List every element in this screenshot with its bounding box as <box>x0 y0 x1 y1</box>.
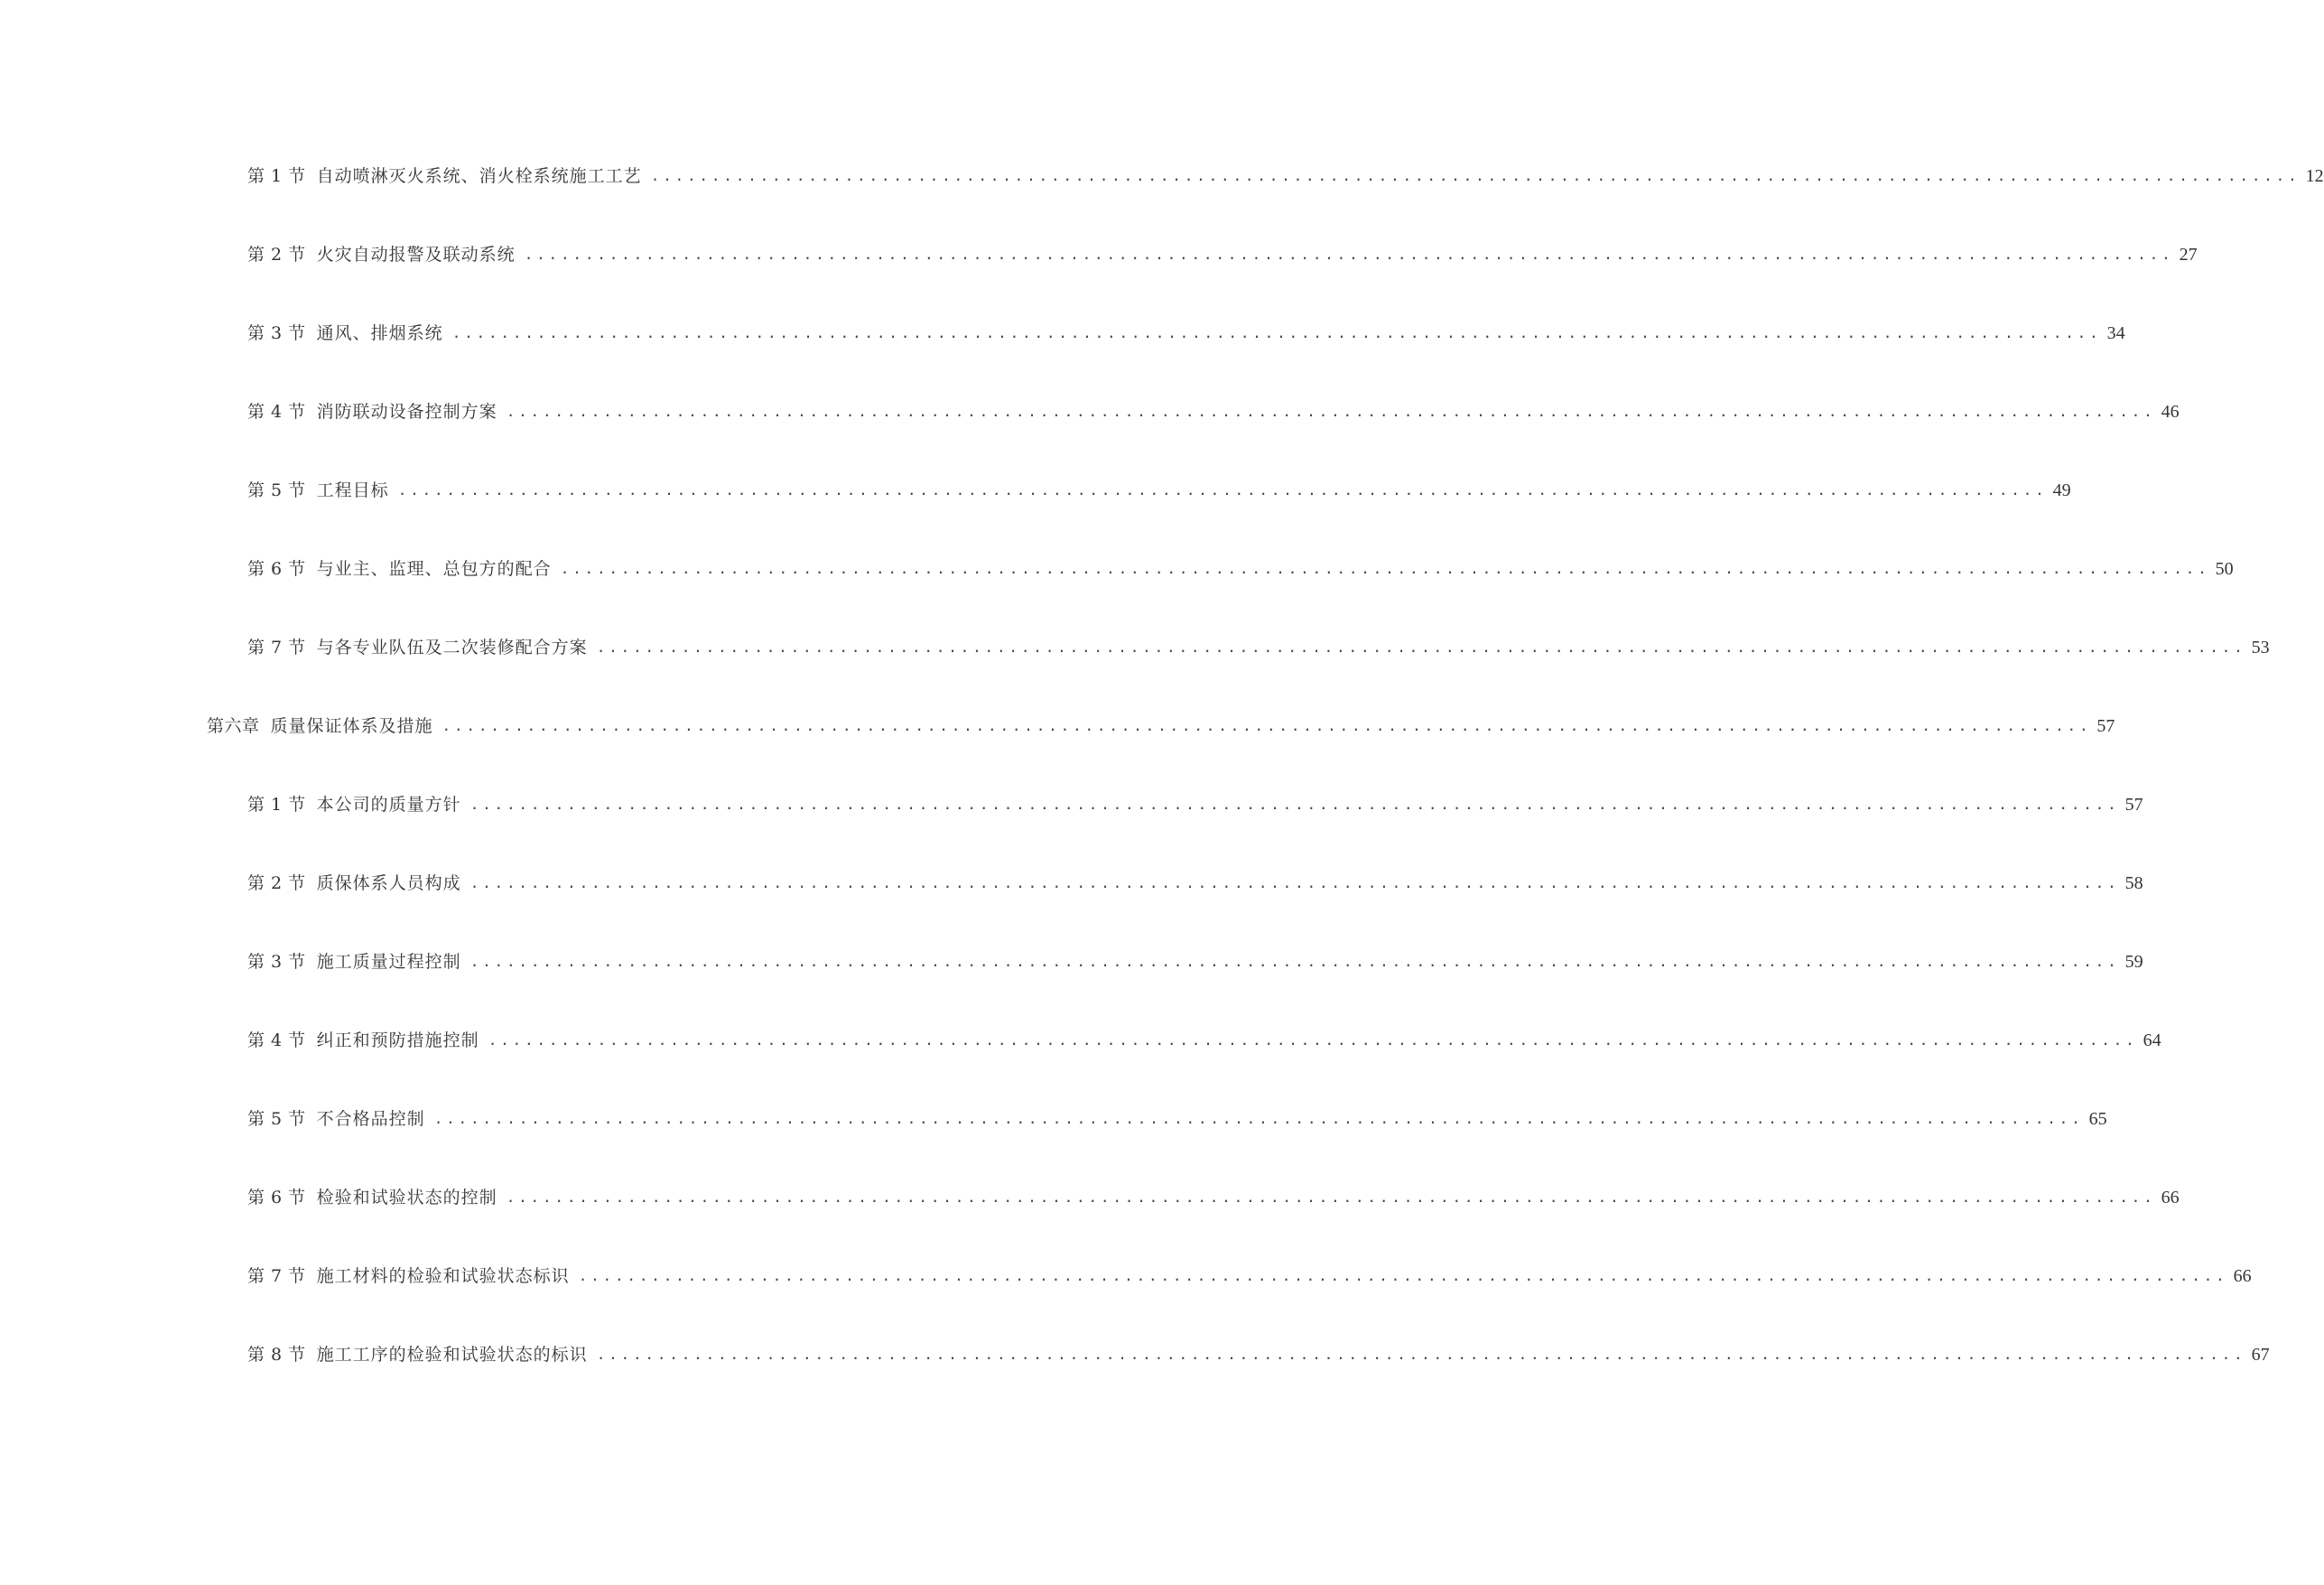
dot-leader: ........................................................................................................................................ <box>506 1189 2156 1206</box>
toc-entry[interactable] <box>247 788 2143 815</box>
toc-entry[interactable] <box>247 1259 2252 1286</box>
toc-entry-title: 纠正和预防措施控制 <box>316 1030 479 1050</box>
dot-leader: ........................................................................................................................................ <box>451 324 2102 341</box>
dot-leader: ........................................................................................................................................ <box>469 874 2120 891</box>
toc-entry-title: 施工质量过程控制 <box>316 952 461 972</box>
toc-entry[interactable] <box>247 159 2324 186</box>
toc-entry-page-number: 49 <box>2052 480 2071 500</box>
toc-entry[interactable] <box>247 866 2143 893</box>
toc-entry-number: 第 3 节 <box>247 952 306 972</box>
toc-entry-number: 第 1 节 <box>247 795 306 815</box>
toc-entry-number: 第 1 节 <box>247 166 306 186</box>
toc-entry-number: 第 7 节 <box>247 1266 306 1286</box>
toc-entry-number: 第 2 节 <box>247 245 306 265</box>
dot-leader: ........................................................................................................................................ <box>524 246 2174 263</box>
toc-entry-title: 与各专业队伍及二次装修配合方案 <box>316 638 588 657</box>
toc-entry-number: 第 7 节 <box>247 638 306 657</box>
toc-entry-number: 第 5 节 <box>247 1109 306 1129</box>
dot-leader: ........................................................................................................................................ <box>488 1031 2138 1049</box>
toc-entry-title: 本公司的质量方针 <box>316 795 461 815</box>
toc-entry-page-number: 67 <box>2251 1345 2270 1365</box>
dot-leader: ........................................................................................................................................ <box>578 1267 2228 1284</box>
toc-entry-title: 检验和试验状态的控制 <box>316 1188 497 1207</box>
toc-entry-page-number: 58 <box>2124 873 2143 893</box>
toc-entry-title: 工程目标 <box>316 480 389 500</box>
dot-leader: ........................................................................................................................................ <box>596 639 2246 656</box>
toc-entry[interactable] <box>247 395 2180 422</box>
toc-entry-title: 火灾自动报警及联动系统 <box>316 245 516 265</box>
dot-leader: ........................................................................................................................................ <box>397 481 2048 499</box>
toc-entry[interactable] <box>247 316 2125 343</box>
toc-entry-page-number: 57 <box>2124 795 2143 815</box>
toc-entry-title: 施工工序的检验和试验状态的标识 <box>316 1345 588 1365</box>
toc-chapter-entry[interactable] <box>207 709 2115 736</box>
dot-leader: ........................................................................................................................................ <box>469 796 2120 813</box>
toc-entry-number: 第 6 节 <box>247 559 306 579</box>
toc-entry-title: 不合格品控制 <box>316 1109 425 1129</box>
toc-entry-page-number: 59 <box>2124 952 2143 972</box>
toc-entry-page-number: 50 <box>2215 559 2234 579</box>
toc-entry[interactable] <box>247 945 2143 972</box>
toc-entry-title: 质保体系人员构成 <box>316 873 461 893</box>
toc-entry-number: 第 4 节 <box>247 1030 306 1050</box>
toc-entry-number: 第 4 节 <box>247 402 306 422</box>
toc-entry-page-number: 66 <box>2161 1188 2180 1207</box>
toc-entry-page-number: 64 <box>2143 1030 2161 1050</box>
toc-entry-page-number: 65 <box>2088 1109 2107 1129</box>
dot-leader: ........................................................................................................................................ <box>560 560 2210 577</box>
toc-entry[interactable] <box>247 238 2198 265</box>
toc-entry-page-number: 46 <box>2161 402 2180 422</box>
toc-entry-page-number: 27 <box>2179 245 2198 265</box>
toc-entry-title: 自动喷淋灭火系统、消火栓系统施工工艺 <box>316 166 642 186</box>
toc-entry[interactable] <box>247 473 2071 500</box>
toc-entry[interactable] <box>247 1338 2270 1365</box>
toc-entry-number: 第 5 节 <box>247 480 306 500</box>
toc-entry-page-number: 34 <box>2106 323 2125 343</box>
toc-entry-page-number: 66 <box>2233 1266 2252 1286</box>
dot-leader: ........................................................................................................................................ <box>433 1110 2084 1127</box>
toc-entry-page-number: 57 <box>2096 716 2115 736</box>
toc-chapter-title: 质量保证体系及措施 <box>270 716 433 736</box>
toc-entry-title: 与业主、监理、总包方的配合 <box>316 559 552 579</box>
toc-entry-title: 消防联动设备控制方案 <box>316 402 497 422</box>
toc-entry-title: 施工材料的检验和试验状态标识 <box>316 1266 570 1286</box>
toc-entry-number: 第 3 节 <box>247 323 306 343</box>
dot-leader: ........................................................................................................................................ <box>650 167 2301 184</box>
toc-entry[interactable] <box>247 1023 2161 1050</box>
dot-leader: ........................................................................................................................................ <box>506 403 2156 420</box>
toc-entry-title: 通风、排烟系统 <box>316 323 443 343</box>
toc-entry[interactable] <box>247 1180 2180 1207</box>
toc-entry-number: 第 8 节 <box>247 1345 306 1365</box>
toc-entry[interactable] <box>247 630 2270 657</box>
toc-entry-number: 第 6 节 <box>247 1188 306 1207</box>
toc-entry[interactable] <box>247 1102 2107 1129</box>
toc-entry-page-number: 12 <box>2305 166 2324 186</box>
toc-chapter-number: 第六章 <box>207 716 260 736</box>
dot-leader: ........................................................................................................................................ <box>442 717 2092 734</box>
dot-leader: ........................................................................................................................................ <box>469 953 2120 970</box>
toc-entry-page-number: 53 <box>2251 638 2270 657</box>
toc-entry[interactable] <box>247 552 2234 579</box>
dot-leader: ........................................................................................................................................ <box>596 1346 2246 1363</box>
toc-entry-number: 第 2 节 <box>247 873 306 893</box>
